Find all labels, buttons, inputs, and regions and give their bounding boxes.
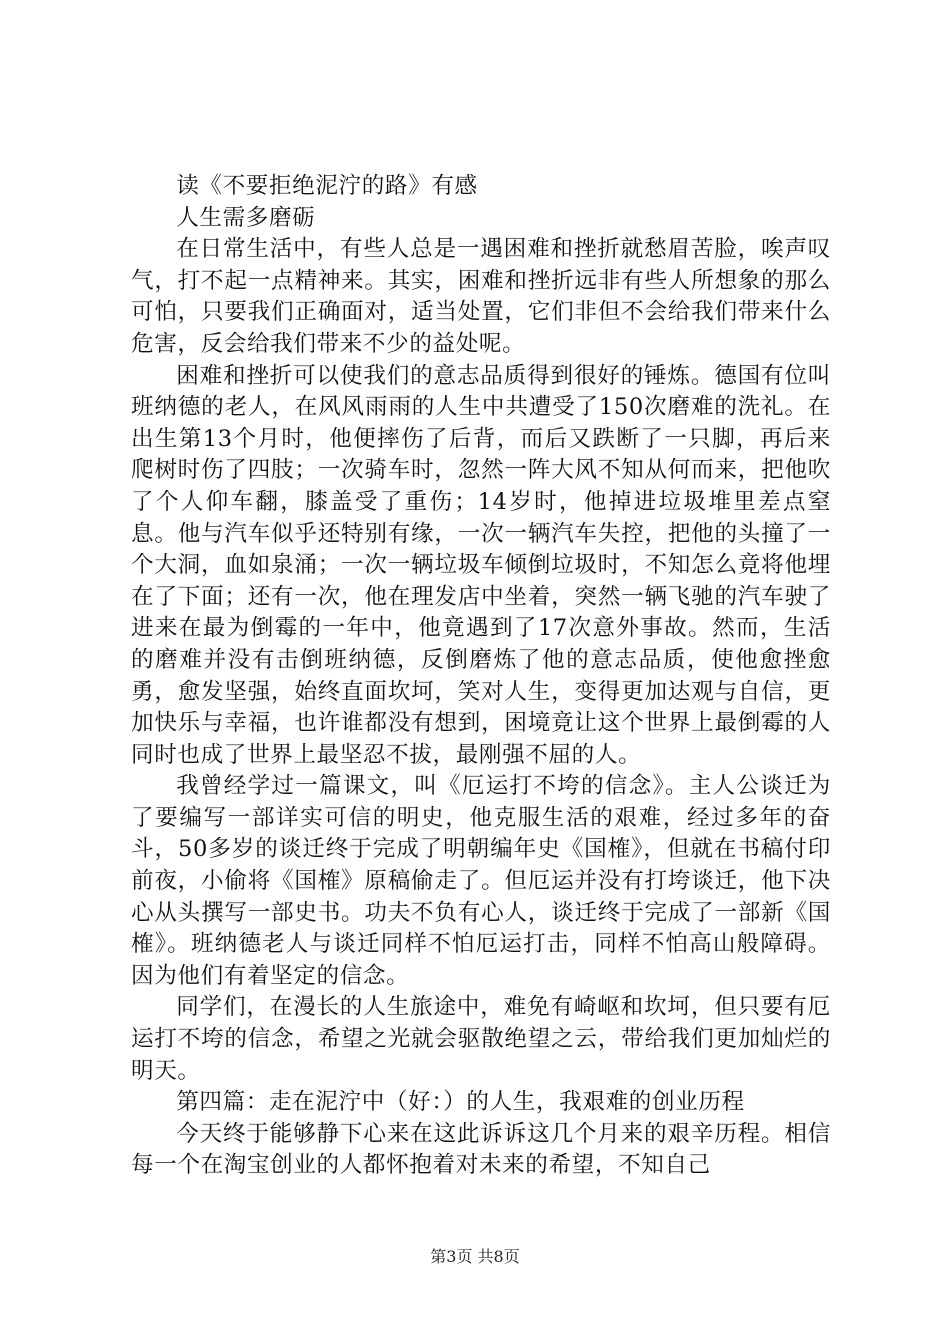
document-body bbox=[131, 171, 831, 1182]
body-paragraph: 我曾经学过一篇课文，叫《厄运打不垮的信念》。主人公谈迁为了要编写一部详实可信的明史，他克服生活的艰难，经过多年的奋斗，50多岁的谈迁终于完成了明朝编年史《国榷》，但就在书稿付印前夜，小偷将《国榷》原稿偷走了。但厄运并没有打垮谈迁，他下决心从头撰写一部史书。功夫不负有心人，谈迁终于完成了一部新《国榷》。班纳德老人与谈迁同样不怕厄运打击，同样不怕高山般障碍。因为他们有着坚定的信念。 bbox=[131, 773, 831, 989]
body-paragraph: 今天终于能够静下心来在这此诉诉这几个月来的艰辛历程。相信每一个在淘宝创业的人都怀抱着对未来的希望，不知自己 bbox=[131, 1120, 831, 1179]
body-paragraph: 同学们，在漫长的人生旅途中，难免有崎岖和坎坷，但只要有厄运打不垮的信念，希望之光就会驱散绝望之云，带给我们更加灿烂的明天。 bbox=[131, 994, 831, 1084]
article-subtitle: 人生需多磨砺 bbox=[176, 204, 316, 231]
body-paragraph: 在日常生活中，有些人总是一遇困难和挫折就愁眉苦脸，唉声叹气，打不起一点精神来。其实，困难和挫折远非有些人所想象的那么可怕，只要我们正确面对，适当处置，它们非但不会给我们带来什么危害，反会给我们带来不少的益处呢。 bbox=[131, 236, 831, 357]
body-paragraph: 困难和挫折可以使我们的意志品质得到很好的锤炼。德国有位叫班纳德的老人，在风风雨雨的人生中共遭受了150次磨难的洗礼。在出生第13个月时，他便摔伤了后背，而后又跌断了一只脚，再后来爬树时伤了四肢；一次骑车时，忽然一阵大风不知从何而来，把他吹了个人仰车翻，膝盖受了重伤；14岁时，他掉进垃圾堆里差点窒息。他与汽车似乎还特别有缘，一次一辆汽车失控，把他的头撞了一个大洞，血如泉涌；一次一辆垃圾车倾倒垃圾时，不知怎么竟将他埋在了下面；还有一次，他在理发店中坐着，突然一辆飞驰的汽车驶了进来在最为倒霉的一年中，他竟遇到了17次意外事故。然而，生活的磨难并没有击倒班纳德，反倒磨炼了他的意志品质，使他愈挫愈勇，愈发坚强，始终直面坎坷，笑对人生，变得更加达观与自信，更加快乐与幸福，也许谁都没有想到，困境竟让这个世界上最倒霉的人同时也成了世界上最坚忍不拔，最刚强不屈的人。 bbox=[131, 362, 831, 768]
page-number-footer: 第3页 共8页 bbox=[430, 1247, 520, 1266]
article-title: 读《不要拒绝泥泞的路》有感 bbox=[176, 173, 478, 199]
section-heading: 第四篇：走在泥泞中（好：）的人生，我艰难的创业历程 bbox=[176, 1089, 745, 1116]
